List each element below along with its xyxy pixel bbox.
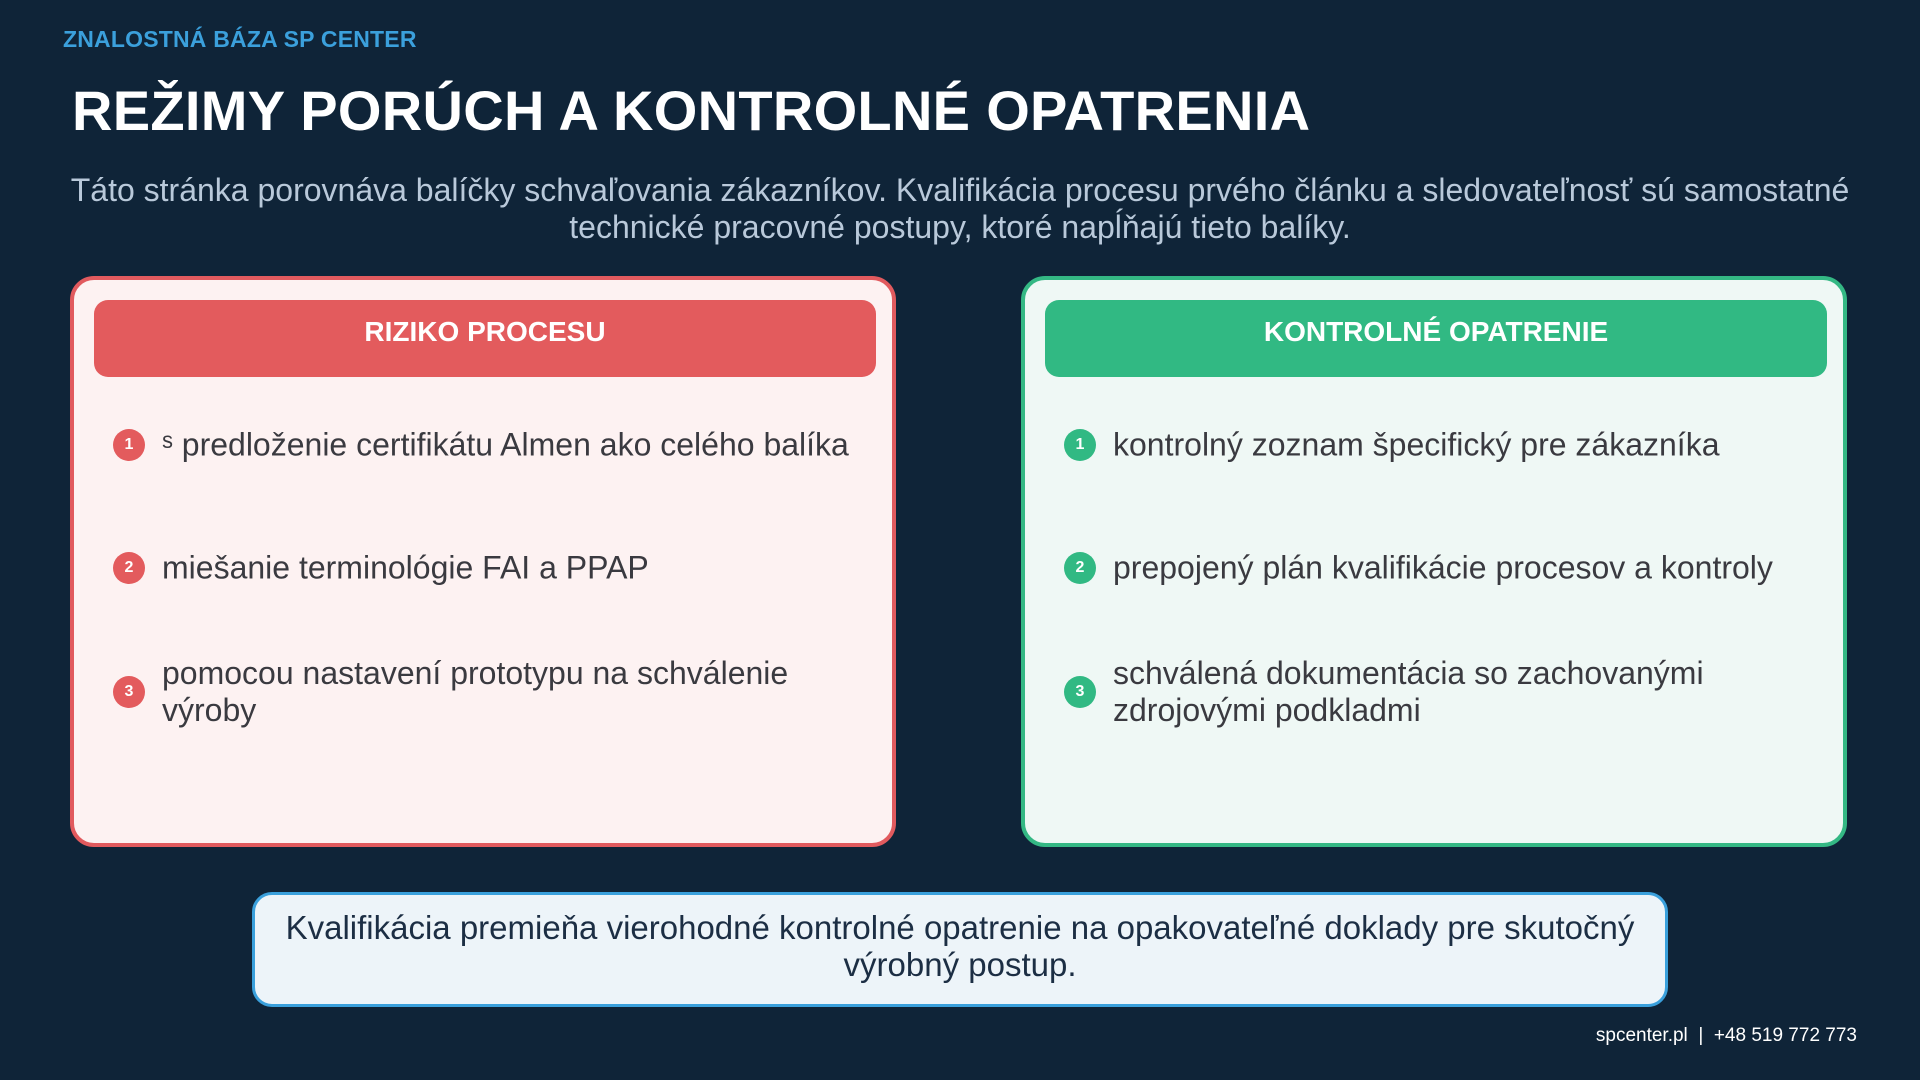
risk-item xyxy=(74,538,892,598)
number-badge: 1 xyxy=(113,429,145,461)
number-badge: 3 xyxy=(113,676,145,708)
contact-info: spcenter.pl | +48 519 772 773 xyxy=(1595,1025,1857,1046)
risk-item xyxy=(74,655,892,728)
control-panel-heading: KONTROLNÉ OPATRENIE xyxy=(1045,300,1827,377)
risk-item-text: miešanie terminológie FAI a PPAP xyxy=(162,549,649,586)
risk-panel xyxy=(70,276,896,847)
number-badge: 3 xyxy=(1064,676,1096,708)
control-panel xyxy=(1021,276,1847,847)
control-item xyxy=(1025,655,1843,728)
risk-item xyxy=(74,415,892,475)
risk-panel-heading: RIZIKO PROCESU xyxy=(94,300,876,377)
page-title: REŽIMY PORÚCH A KONTROLNÉ OPATRENIA xyxy=(72,79,1311,142)
summary-callout: Kvalifikácia premieňa vierohodné kontrolné opatrenie na opakovateľné doklady pre skutočný výrobný postup. xyxy=(252,892,1668,1007)
number-badge: 2 xyxy=(113,552,145,584)
control-item-text: schválená dokumentácia so zachovanými zdrojovými podkladmi xyxy=(1113,655,1704,728)
control-item-text: prepojený plán kvalifikácie procesov a kontroly xyxy=(1113,549,1773,586)
control-item-text: kontrolný zoznam špecifický pre zákazníka xyxy=(1113,426,1720,463)
brand-kicker: ZNALOSTNÁ BÁZA SP CENTER xyxy=(63,26,417,52)
control-item xyxy=(1025,415,1843,475)
number-badge: 2 xyxy=(1064,552,1096,584)
page-subtitle: Táto stránka porovnáva balíčky schvaľovania zákazníkov. Kvalifikácia procesu prvého článku a sledovateľnosť sú samostatné technické pracovné postupy, ktoré napĺňajú tieto balíky. xyxy=(70,172,1850,245)
number-badge: 1 xyxy=(1064,429,1096,461)
risk-item-text: pomocou nastavení prototypu na schválenie výroby xyxy=(162,655,789,728)
risk-item-text: ˢ predloženie certifikátu Almen ako celého balíka xyxy=(162,426,849,463)
control-item xyxy=(1025,538,1843,598)
